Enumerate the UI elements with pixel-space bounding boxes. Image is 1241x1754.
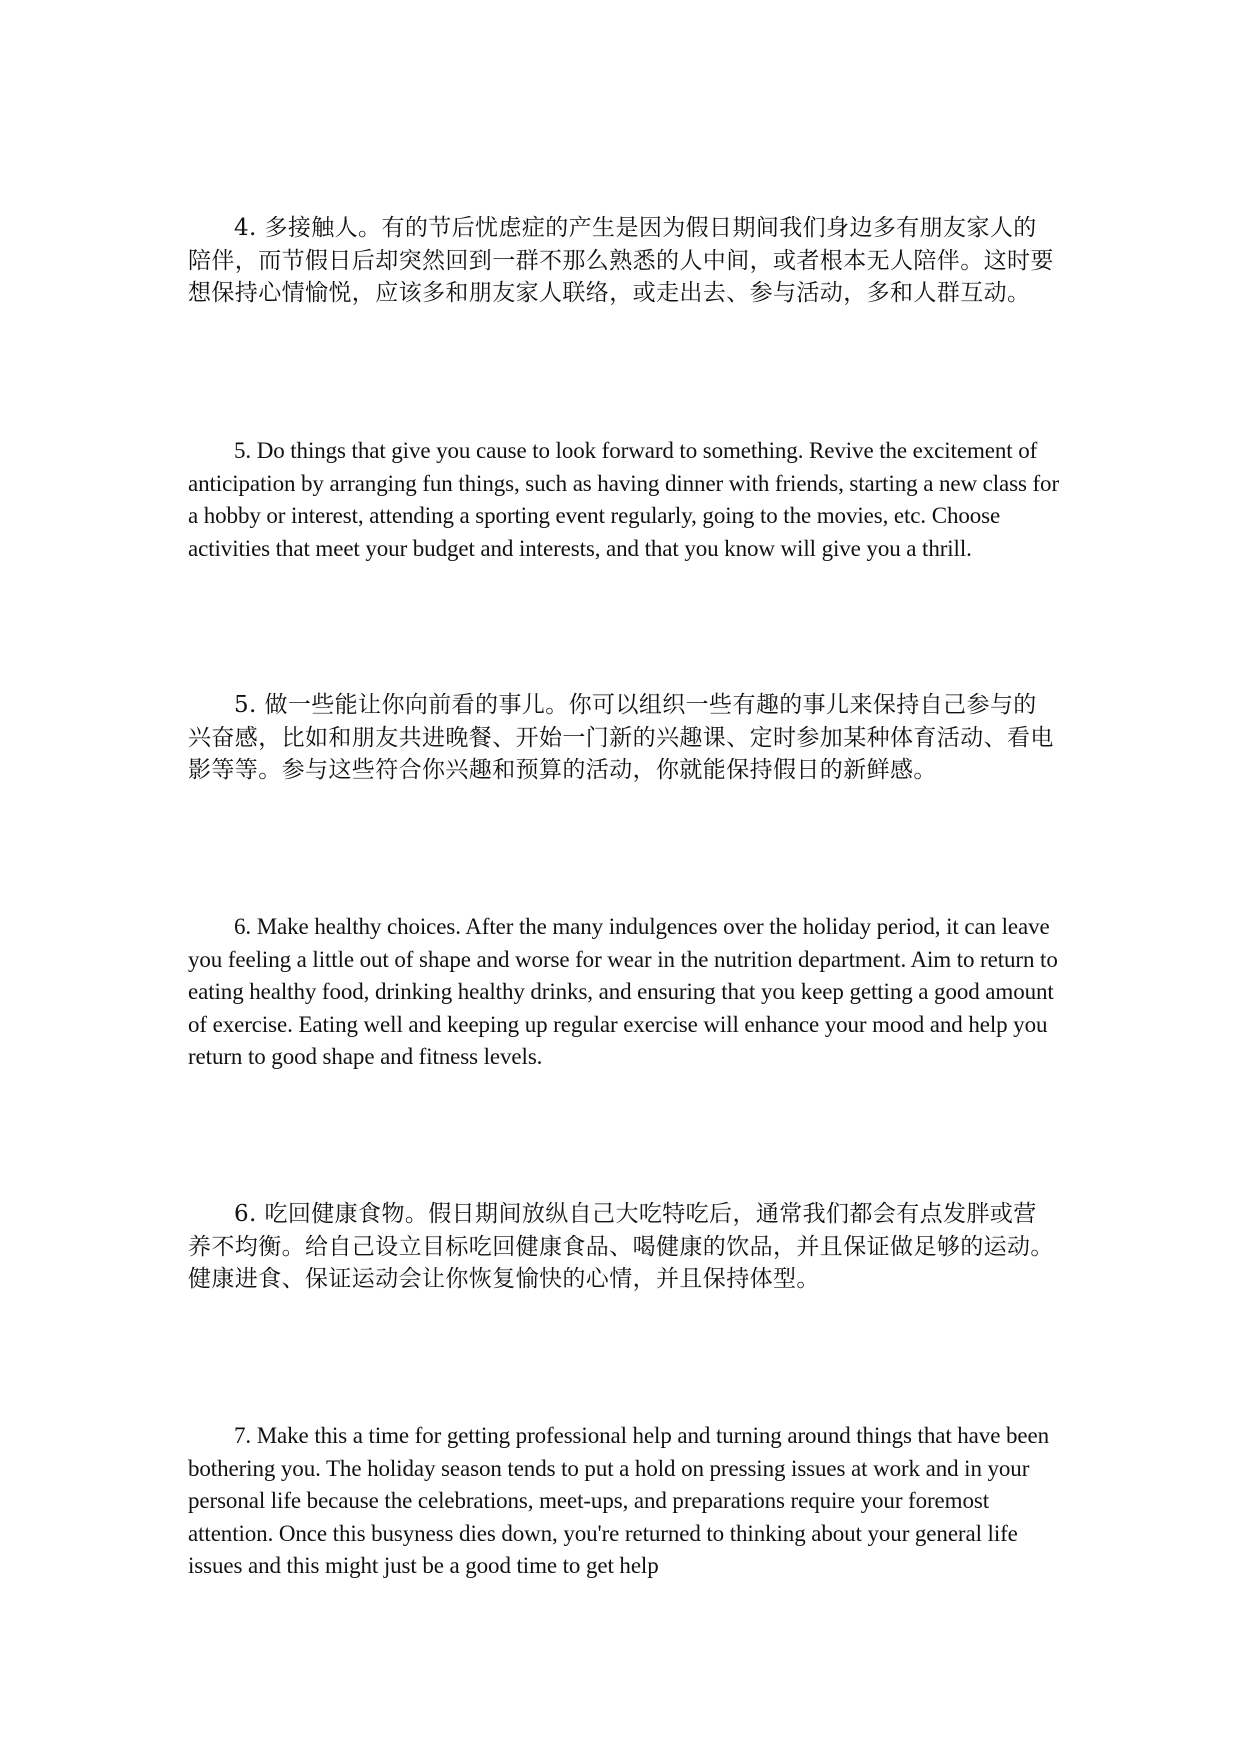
paragraph-5-chinese: 5. 做一些能让你向前看的事儿。你可以组织一些有趣的事儿来保持自己参与的兴奋感，比如和朋友共进晚餐、开始一门新的兴趣课、定时参加某种体育活动、看电影等等。参与这些符合你兴趣和预算的活动，你就能保持假日的新鲜感。 bbox=[188, 692, 1054, 784]
paragraph-5-english: 5. Do things that give you cause to look forward to something. Revive the excitement of anticipation by arranging fun things, such as having dinner with friends, starting a new class for a hobby or interest, attending a sporting event regularly, going to the movies, etc. Choose activities that meet your budget and interests, and that you know will give you a thrill. bbox=[188, 438, 1060, 561]
paragraph-6-english: 6. Make healthy choices. After the many indulgences over the holiday period, it can leave you feeling a little out of shape and worse for wear in the nutrition department. Aim to return to eating healthy food, drinking healthy drinks, and ensuring that you keep getting a good amount of exercise. Eating well and keeping up regular exercise will enhance your mood and help you return to good shape and fitness levels. bbox=[188, 914, 1058, 1070]
paragraph-6-chinese: 6. 吃回健康食物。假日期间放纵自己大吃特吃后，通常我们都会有点发胖或营养不均衡。给自己设立目标吃回健康食品、喝健康的饮品，并且保证做足够的运动。健康进食、保证运动会让你恢复愉快的心情，并且保持体型。 bbox=[188, 1201, 1054, 1293]
paragraph-4-chinese: 4. 多接触人。有的节后忧虑症的产生是因为假日期间我们身边多有朋友家人的陪伴，而节假日后却突然回到一群不那么熟悉的人中间，或者根本无人陪伴。这时要想保持心情愉悦，应该多和朋友家人联络，或走出去、参与活动，多和人群互动。 bbox=[188, 215, 1054, 307]
paragraph-7-english: 7. Make this a time for getting professional help and turning around things that have been bothering you. The holiday season tends to put a hold on pressing issues at work and in your personal life because the celebrations, meet-ups, and preparations require your foremost attention. Once this busyness dies down, you're returned to thinking about your general life issues and this might just be a good time to get help bbox=[188, 1423, 1049, 1579]
